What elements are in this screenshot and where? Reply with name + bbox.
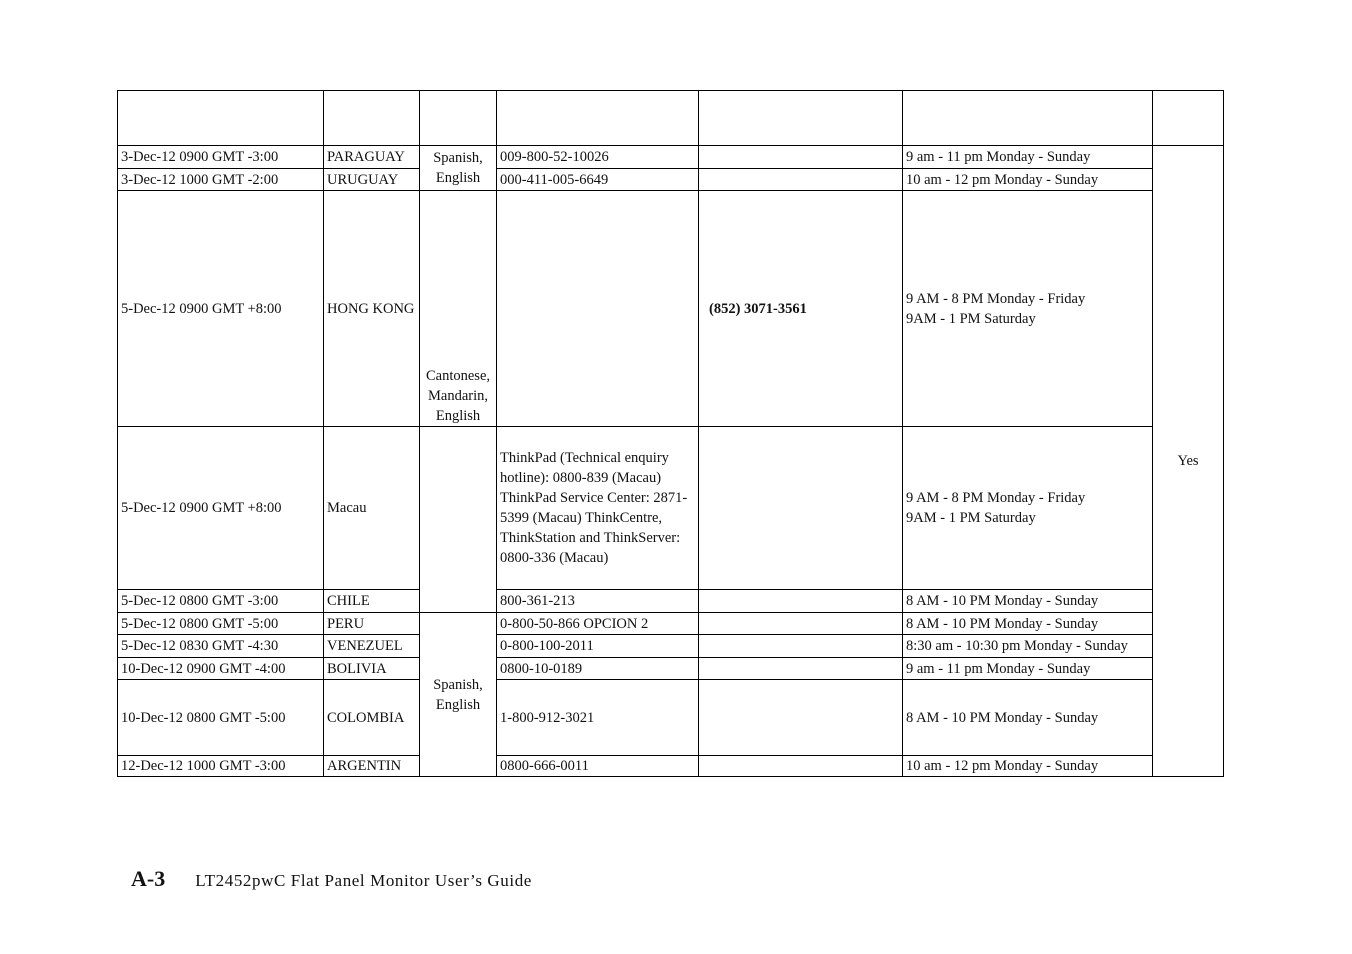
header-cell	[1153, 91, 1224, 146]
local-phone-cell	[699, 146, 903, 169]
phone-cell: 000-411-005-6649	[497, 169, 699, 191]
date-cell: 5-Dec-12 0900 GMT +8:00	[118, 191, 324, 427]
local-phone-cell	[699, 756, 903, 777]
page-number: A-3	[131, 866, 166, 891]
table-row	[118, 590, 1224, 613]
header-cell	[324, 91, 420, 146]
table-row	[118, 756, 1224, 777]
country-cell: VENEZUEL	[324, 635, 420, 658]
header-cell	[420, 91, 497, 146]
country-cell: CHILE	[324, 590, 420, 613]
local-phone-cell	[699, 427, 903, 590]
table-row	[118, 169, 1224, 191]
hours-cell	[903, 427, 1153, 590]
date-cell: 3-Dec-12 1000 GMT -2:00	[118, 169, 324, 191]
date-cell: 10-Dec-12 0900 GMT -4:00	[118, 658, 324, 680]
hours-cell: 8 AM - 10 PM Monday - Sunday	[903, 590, 1153, 613]
phone-cell	[497, 191, 699, 427]
hours-line: 9AM - 1 PM Saturday	[906, 310, 1036, 327]
date-cell: 5-Dec-12 0800 GMT -3:00	[118, 590, 324, 613]
header-cell	[903, 91, 1153, 146]
local-phone-cell	[699, 680, 903, 756]
local-phone-cell	[699, 590, 903, 613]
phone-cell: 0800-666-0011	[497, 756, 699, 777]
country-cell: ARGENTIN	[324, 756, 420, 777]
table-row	[118, 613, 1224, 635]
table-row	[118, 635, 1224, 658]
header-cell	[699, 91, 903, 146]
language-cell	[420, 427, 497, 613]
phone-cell: 1-800-912-3021	[497, 680, 699, 756]
date-cell: 12-Dec-12 1000 GMT -3:00	[118, 756, 324, 777]
table-row	[118, 427, 1224, 590]
local-phone-cell	[699, 613, 903, 635]
hours-cell: 8 AM - 10 PM Monday - Sunday	[903, 680, 1153, 756]
hours-cell: 8 AM - 10 PM Monday - Sunday	[903, 613, 1153, 635]
local-phone-cell: (852) 3071-3561	[699, 191, 903, 427]
local-phone-cell	[699, 658, 903, 680]
country-cell: HONG KONG	[324, 191, 420, 427]
language-cell: Spanish, English	[420, 613, 497, 777]
warranty-cell: Yes	[1153, 146, 1224, 777]
hours-line: 9 AM - 8 PM Monday - Friday	[906, 290, 1086, 307]
country-cell: Macau	[324, 427, 420, 590]
phone-cell: 800-361-213	[497, 590, 699, 613]
table-header-row	[118, 91, 1224, 146]
hours-cell: 10 am - 12 pm Monday - Sunday	[903, 169, 1153, 191]
country-cell: PARAGUAY	[324, 146, 420, 169]
country-cell: PERU	[324, 613, 420, 635]
country-cell: COLOMBIA	[324, 680, 420, 756]
hours-cell	[903, 191, 1153, 427]
hours-cell: 9 am - 11 pm Monday - Sunday	[903, 658, 1153, 680]
country-cell: URUGUAY	[324, 169, 420, 191]
country-cell: BOLIVIA	[324, 658, 420, 680]
hours-cell: 9 am - 11 pm Monday - Sunday	[903, 146, 1153, 169]
header-cell	[118, 91, 324, 146]
date-cell: 5-Dec-12 0800 GMT -5:00	[118, 613, 324, 635]
date-cell: 3-Dec-12 0900 GMT -3:00	[118, 146, 324, 169]
support-contacts-table	[117, 90, 1224, 777]
hours-cell: 10 am - 12 pm Monday - Sunday	[903, 756, 1153, 777]
guide-title: LT2452pwC Flat Panel Monitor User’s Guide	[195, 871, 532, 890]
table-row	[118, 658, 1224, 680]
date-cell: 5-Dec-12 0900 GMT +8:00	[118, 427, 324, 590]
phone-cell: 0800-10-0189	[497, 658, 699, 680]
header-cell	[497, 91, 699, 146]
local-phone-cell	[699, 635, 903, 658]
table-row	[118, 146, 1224, 169]
date-cell: 10-Dec-12 0800 GMT -5:00	[118, 680, 324, 756]
phone-cell: ThinkPad (Technical enquiry hotline): 0800-839 (Macau) ThinkPad Service Center: 2871-5399 (Macau) ThinkCentre, ThinkStation and ThinkServer: 0800-336 (Macau)	[497, 427, 699, 590]
support-contacts-table-wrapper	[117, 90, 1224, 777]
date-cell: 5-Dec-12 0830 GMT -4:30	[118, 635, 324, 658]
phone-cell: 0-800-50-866 OPCION 2	[497, 613, 699, 635]
phone-cell: 009-800-52-10026	[497, 146, 699, 169]
table-row	[118, 680, 1224, 756]
language-cell: Cantonese, Mandarin, English	[420, 191, 497, 427]
hours-line: 9AM - 1 PM Saturday	[906, 510, 1036, 526]
table-row	[118, 191, 1224, 427]
phone-cell: 0-800-100-2011	[497, 635, 699, 658]
language-cell: Spanish, English	[420, 146, 497, 191]
local-phone-cell	[699, 169, 903, 191]
page-footer	[131, 866, 532, 892]
hours-line: 9 AM - 8 PM Monday - Friday	[906, 490, 1086, 506]
hours-cell: 8:30 am - 10:30 pm Monday - Sunday	[903, 635, 1153, 658]
